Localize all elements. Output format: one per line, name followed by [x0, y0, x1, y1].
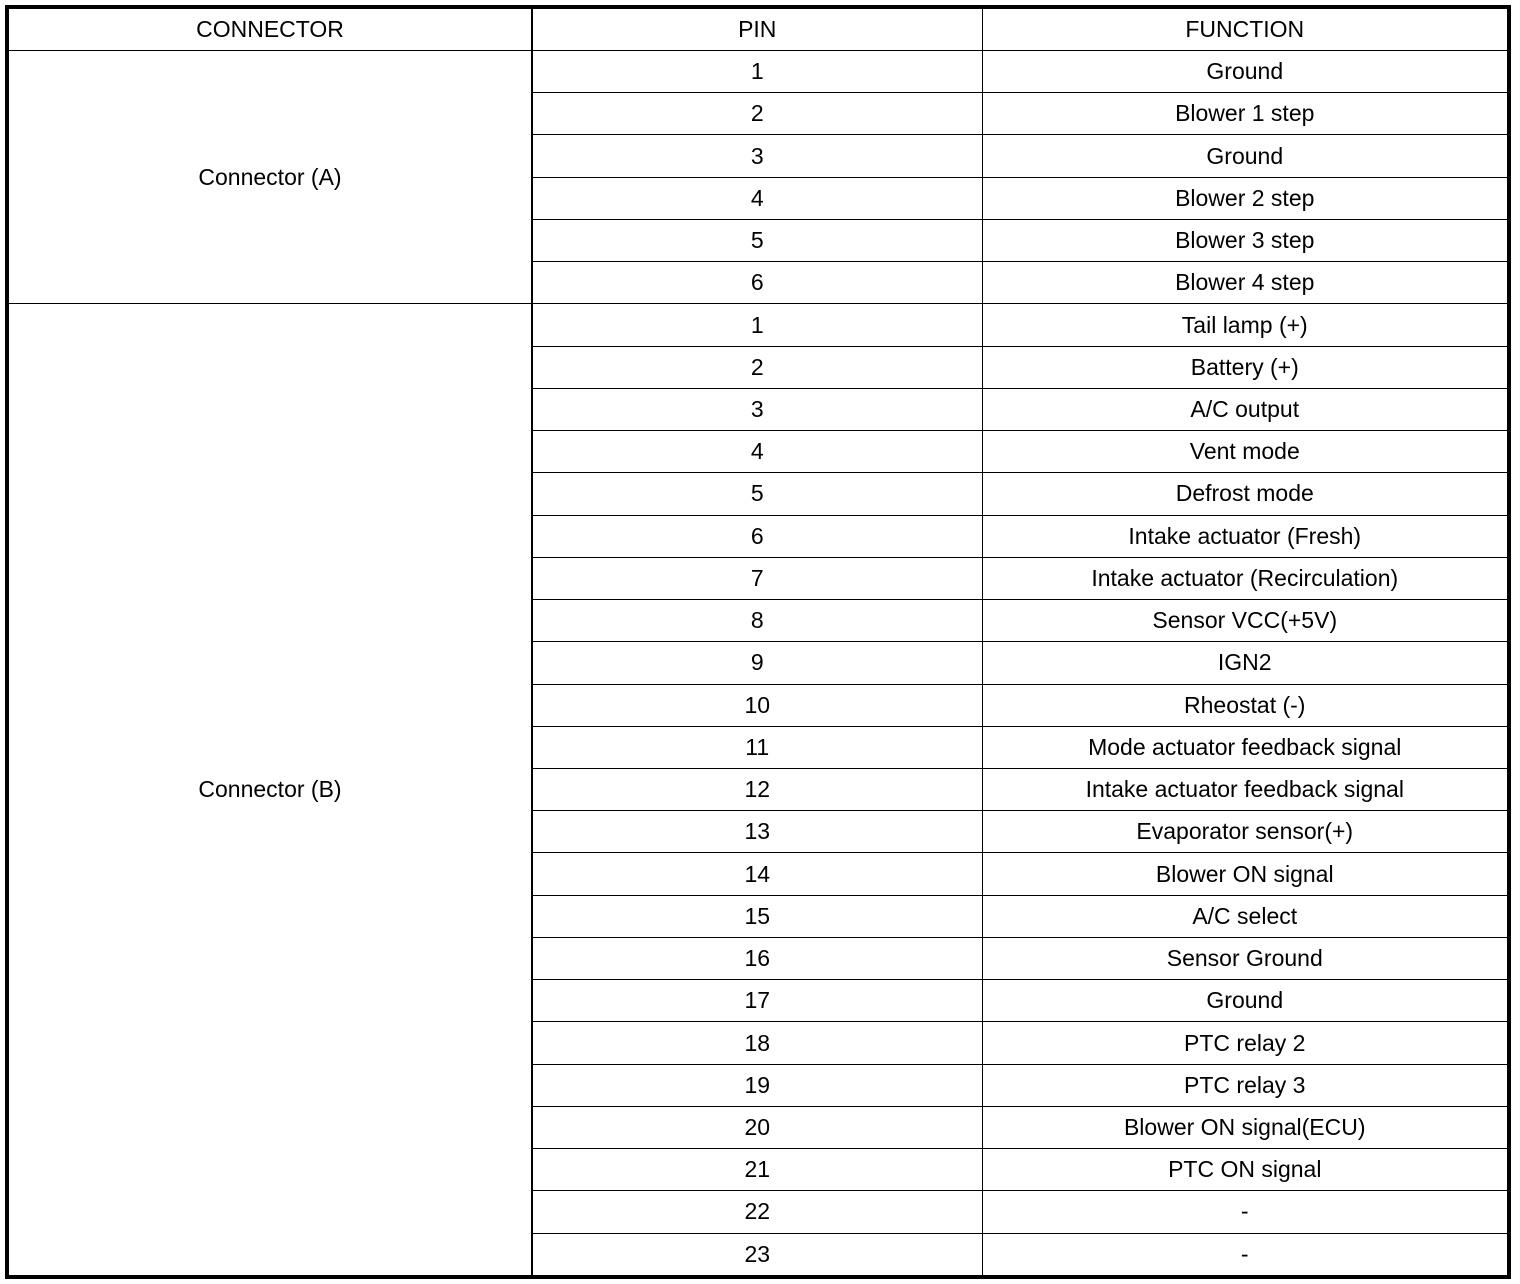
pin-cell: 19 [532, 1064, 982, 1106]
function-cell: Blower 1 step [982, 93, 1509, 135]
connector-cell: Connector (B) [7, 304, 532, 1277]
pin-cell: 6 [532, 515, 982, 557]
function-cell: Evaporator sensor(+) [982, 811, 1509, 853]
connector-cell: Connector (A) [7, 51, 532, 304]
function-cell: Mode actuator feedback signal [982, 726, 1509, 768]
function-cell: Ground [982, 51, 1509, 93]
table-row [7, 304, 1509, 346]
pin-cell: 5 [532, 219, 982, 261]
function-cell: Intake actuator (Fresh) [982, 515, 1509, 557]
function-cell: - [982, 1191, 1509, 1233]
pin-cell: 2 [532, 346, 982, 388]
pin-cell: 14 [532, 853, 982, 895]
pin-cell: 4 [532, 177, 982, 219]
pin-cell: 1 [532, 51, 982, 93]
pin-cell: 13 [532, 811, 982, 853]
header-pin: PIN [532, 7, 982, 51]
function-cell: Sensor VCC(+5V) [982, 600, 1509, 642]
function-cell: PTC relay 2 [982, 1022, 1509, 1064]
pin-cell: 11 [532, 726, 982, 768]
function-cell: Rheostat (-) [982, 684, 1509, 726]
function-cell: Blower ON signal [982, 853, 1509, 895]
pin-cell: 15 [532, 895, 982, 937]
function-cell: Intake actuator (Recirculation) [982, 557, 1509, 599]
pin-cell: 18 [532, 1022, 982, 1064]
pin-cell: 17 [532, 980, 982, 1022]
header-connector: CONNECTOR [7, 7, 532, 51]
pin-cell: 5 [532, 473, 982, 515]
function-cell: Blower 4 step [982, 262, 1509, 304]
function-cell: A/C select [982, 895, 1509, 937]
function-cell: Blower ON signal(ECU) [982, 1106, 1509, 1148]
function-cell: Ground [982, 980, 1509, 1022]
function-cell: A/C output [982, 388, 1509, 430]
function-cell: Defrost mode [982, 473, 1509, 515]
table-body [7, 51, 1509, 1278]
function-cell: Blower 2 step [982, 177, 1509, 219]
table-row [7, 51, 1509, 93]
function-cell: Sensor Ground [982, 937, 1509, 979]
function-cell: Vent mode [982, 431, 1509, 473]
pin-cell: 2 [532, 93, 982, 135]
pin-cell: 3 [532, 135, 982, 177]
pin-cell: 20 [532, 1106, 982, 1148]
connector-pin-table [5, 5, 1511, 1279]
header-row [7, 7, 1509, 51]
pin-cell: 16 [532, 937, 982, 979]
function-cell: Battery (+) [982, 346, 1509, 388]
function-cell: PTC relay 3 [982, 1064, 1509, 1106]
pin-cell: 9 [532, 642, 982, 684]
function-cell: Tail lamp (+) [982, 304, 1509, 346]
function-cell: Ground [982, 135, 1509, 177]
pin-cell: 3 [532, 388, 982, 430]
function-cell: Intake actuator feedback signal [982, 768, 1509, 810]
function-cell: - [982, 1233, 1509, 1277]
pin-cell: 4 [532, 431, 982, 473]
function-cell: Blower 3 step [982, 219, 1509, 261]
pin-cell: 8 [532, 600, 982, 642]
pin-cell: 23 [532, 1233, 982, 1277]
pin-cell: 12 [532, 768, 982, 810]
pin-cell: 1 [532, 304, 982, 346]
pin-cell: 7 [532, 557, 982, 599]
pin-cell: 10 [532, 684, 982, 726]
pin-cell: 22 [532, 1191, 982, 1233]
pin-cell: 6 [532, 262, 982, 304]
pin-cell: 21 [532, 1149, 982, 1191]
header-function: FUNCTION [982, 7, 1509, 51]
function-cell: PTC ON signal [982, 1149, 1509, 1191]
function-cell: IGN2 [982, 642, 1509, 684]
